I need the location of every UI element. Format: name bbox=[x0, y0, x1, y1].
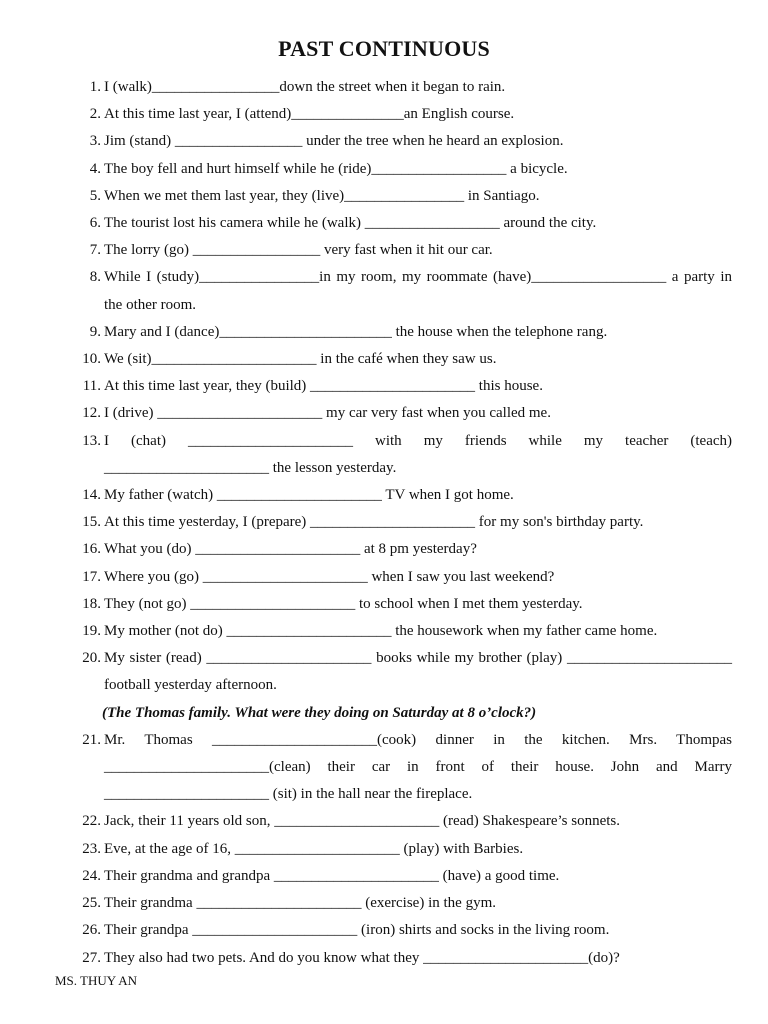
exercise-item bbox=[68, 210, 732, 237]
exercise-number: 25. bbox=[82, 895, 101, 912]
exercise-number: 24. bbox=[82, 867, 101, 884]
exercise-sentence: While I (study)________________in my room, my roommate (have)__________________ a party in the other room. bbox=[104, 269, 732, 313]
exercise-number: 20. bbox=[82, 650, 101, 667]
exercise-number: 26. bbox=[82, 922, 101, 939]
exercise-number: 15. bbox=[82, 514, 101, 531]
exercise-number: 4. bbox=[89, 160, 101, 177]
exercise-item bbox=[68, 863, 732, 890]
exercise-item bbox=[68, 564, 732, 591]
exercise-item bbox=[68, 482, 732, 509]
exercise-sentence: Jim (stand) _________________ under the tree when he heard an explosion. bbox=[104, 133, 564, 150]
exercise-number: 13. bbox=[82, 432, 101, 449]
exercise-number: 6. bbox=[89, 215, 101, 232]
exercise-number: 17. bbox=[82, 568, 101, 585]
exercise-sentence: The tourist lost his camera while he (walk) __________________ around the city. bbox=[104, 215, 597, 232]
exercise-item bbox=[68, 890, 732, 917]
exercise-item bbox=[68, 509, 732, 536]
exercise-item bbox=[68, 128, 732, 155]
teacher-name: MS. THUY AN bbox=[55, 973, 137, 988]
exercise-sentence: They also had two pets. And do you know what they ______________________(do)? bbox=[104, 949, 620, 966]
exercise-item bbox=[68, 808, 732, 835]
exercise-number: 18. bbox=[82, 595, 101, 612]
exercise-item bbox=[68, 373, 732, 400]
exercise-sentence: I (chat) ______________________ with my friends while my teacher (teach) ______________________ the lesson yesterday. bbox=[104, 432, 732, 476]
exercise-number: 12. bbox=[82, 405, 101, 422]
exercise-sentence: Where you (go) ______________________ when I saw you last weekend? bbox=[104, 568, 555, 585]
exercise-number: 8. bbox=[89, 269, 101, 286]
exercise-item bbox=[68, 645, 732, 699]
exercise-number: 16. bbox=[82, 541, 101, 558]
exercise-number: 7. bbox=[89, 242, 101, 259]
exercise-number: 9. bbox=[89, 323, 101, 340]
exercise-item bbox=[68, 101, 732, 128]
exercise-sentence: I (drive) ______________________ my car very fast when you called me. bbox=[104, 405, 551, 422]
exercise-sentence: At this time yesterday, I (prepare) ______________________ for my son's birthday party. bbox=[104, 514, 644, 531]
exercise-item bbox=[68, 400, 732, 427]
exercise-item bbox=[68, 237, 732, 264]
exercise-sentence: Mary and I (dance)_______________________ the house when the telephone rang. bbox=[104, 323, 608, 340]
exercise-number: 10. bbox=[82, 351, 101, 368]
exercise-sentence: When we met them last year, they (live)________________ in Santiago. bbox=[104, 187, 540, 204]
exercise-item bbox=[68, 917, 732, 944]
exercise-sentence: My father (watch) ______________________ TV when I got home. bbox=[104, 487, 514, 504]
exercise-item bbox=[68, 536, 732, 563]
worksheet-title: PAST CONTINUOUS bbox=[278, 36, 490, 61]
exercise-item bbox=[68, 319, 732, 346]
exercise-sentence: My sister (read) ______________________ books while my brother (play) ______________________ football yesterday afternoon. bbox=[104, 650, 732, 694]
exercise-item bbox=[68, 74, 732, 101]
exercise-number: 23. bbox=[82, 840, 101, 857]
exercise-number: 27. bbox=[82, 949, 101, 966]
exercise-sentence: What you (do) ______________________ at 8 pm yesterday? bbox=[104, 541, 477, 558]
exercise-sentence: The lorry (go) _________________ very fast when it hit our car. bbox=[104, 242, 493, 259]
section-instruction: (The Thomas family. What were they doing on Saturday at 8 o’clock?) bbox=[102, 704, 537, 721]
exercise-sentence: I (walk)_________________down the street when it began to rain. bbox=[104, 79, 506, 95]
exercise-item bbox=[68, 618, 732, 645]
exercise-sentence: At this time last year, I (attend)_______________an English course. bbox=[104, 106, 515, 123]
exercise-item bbox=[68, 183, 732, 210]
exercise-sentence: Their grandma and grandpa ______________________ (have) a good time. bbox=[104, 867, 560, 884]
exercise-number: 14. bbox=[82, 487, 101, 504]
exercise-sentence: Eve, at the age of 16, ______________________ (play) with Barbies. bbox=[104, 840, 524, 857]
exercise-number: 11. bbox=[82, 378, 101, 395]
exercise-number: 22. bbox=[82, 813, 101, 830]
exercise-items-part-1 bbox=[68, 74, 732, 700]
exercise-number: 21. bbox=[82, 731, 101, 748]
exercise-item bbox=[68, 264, 732, 318]
exercise-item bbox=[68, 945, 732, 972]
exercise-item bbox=[68, 836, 732, 863]
exercise-item bbox=[68, 591, 732, 618]
exercise-number: 3. bbox=[89, 133, 101, 150]
exercise-sentence: Jack, their 11 years old son, ______________________ (read) Shakespeare’s sonnets. bbox=[104, 813, 621, 830]
exercise-sentence: Mr. Thomas ______________________(cook) dinner in the kitchen. Mrs. Thompas ______________________(clean) their car in front of their house. John and Marry ______________________ (sit) in the hall near the fireplace. bbox=[104, 731, 732, 803]
exercise-item bbox=[68, 156, 732, 183]
exercise-number: 5. bbox=[89, 187, 101, 204]
exercise-item bbox=[68, 428, 732, 482]
exercise-sentence: Their grandma ______________________ (exercise) in the gym. bbox=[104, 895, 496, 912]
exercise-sentence: We (sit)______________________ in the café when they saw us. bbox=[104, 351, 497, 368]
exercise-list bbox=[68, 74, 732, 972]
exercise-item bbox=[68, 727, 732, 809]
exercise-items-part-2 bbox=[68, 727, 732, 972]
exercise-sentence: Their grandpa ______________________ (iron) shirts and socks in the living room. bbox=[104, 922, 610, 939]
exercise-number: 1. bbox=[89, 79, 101, 95]
exercise-item bbox=[68, 346, 732, 373]
exercise-sentence: My mother (not do) ______________________ the housework when my father came home. bbox=[104, 623, 658, 640]
exercise-number: 2. bbox=[89, 106, 101, 123]
exercise-sentence: At this time last year, they (build) ______________________ this house. bbox=[104, 378, 543, 395]
exercise-sentence: The boy fell and hurt himself while he (ride)__________________ a bicycle. bbox=[104, 160, 568, 177]
exercise-number: 19. bbox=[82, 623, 101, 640]
exercise-sentence: They (not go) ______________________ to school when I met them yesterday. bbox=[104, 595, 583, 612]
